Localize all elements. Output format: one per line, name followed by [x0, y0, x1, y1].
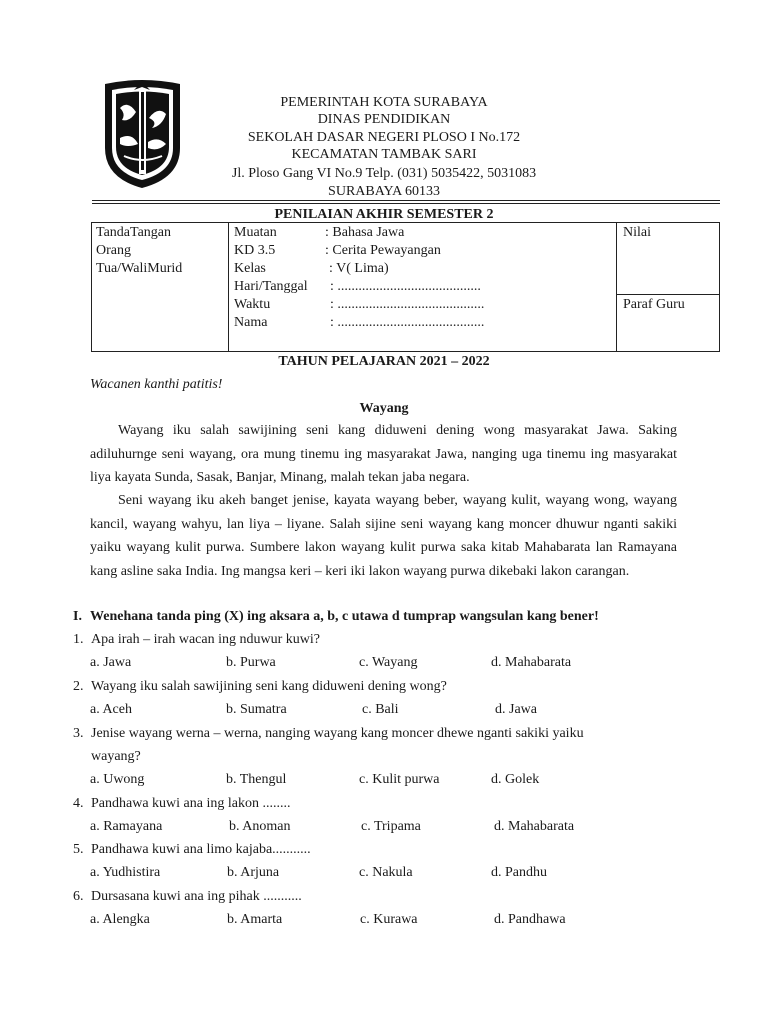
table-divider-1 [228, 223, 229, 351]
row-value-kelas: : V( Lima) [329, 261, 389, 276]
signature-label-line-1: TandaTangan [96, 225, 172, 240]
question-5-number: 5. [73, 842, 84, 857]
header-rule-top [92, 200, 720, 201]
question-2-option-d[interactable]: d. Jawa [495, 702, 537, 717]
row-label-hari-tanggal: Hari/Tanggal [234, 279, 308, 294]
header-line-4: KECAMATAN TAMBAK SARI [291, 147, 477, 162]
question-1-option-a[interactable]: a. Jawa [90, 655, 132, 670]
question-2-option-c[interactable]: c. Bali [362, 702, 399, 717]
question-5-option-c[interactable]: c. Nakula [359, 865, 413, 880]
section-number: I. [73, 609, 82, 624]
row-value-nama[interactable]: : .......................................... [330, 315, 485, 330]
question-3-number: 3. [73, 726, 84, 741]
reading-title: Wayang [359, 401, 409, 416]
section-heading: Wenehana tanda ping (X) ing aksara a, b, c utawa d tumprap wangsulan kang bener! [90, 609, 599, 624]
table-divider-nilai [616, 294, 720, 295]
header-line-2: DINAS PENDIDIKAN [317, 112, 451, 127]
question-4-option-c[interactable]: c. Tripama [361, 819, 421, 834]
question-6-option-b[interactable]: b. Amarta [227, 912, 283, 927]
row-label-waktu: Waktu [234, 297, 271, 312]
question-3-option-d[interactable]: d. Golek [491, 772, 540, 787]
table-divider-2 [616, 223, 617, 351]
question-5-text: Pandhawa kuwi ana limo kajaba........... [91, 842, 311, 857]
question-2-number: 2. [73, 679, 84, 694]
question-5-option-b[interactable]: b. Arjuna [227, 865, 280, 880]
nilai-label: Nilai [623, 225, 651, 240]
question-4-option-d[interactable]: d. Mahabarata [494, 819, 575, 834]
question-3-text-cont: wayang? [91, 749, 141, 764]
reading-paragraph-2: Seni wayang iku akeh banget jenise, kayata wayang beber, wayang kulit, wayang wong, wayang kancil, wayang wahyu, lan liya – liyane. Salah sijine seni wayang kang moncer dhuwur nganti sakiki yaiku wayang kulit purwa. Sumbere lakon wayang kulit purwa saka kitab Mahabarata lan Ramayana kang asline saka India. Ing mangsa keri – keri iki lakon wayang purwa dikebaki lakon carangan. [90, 493, 677, 579]
question-1-option-d[interactable]: d. Mahabarata [491, 655, 572, 670]
question-4-text: Pandhawa kuwi ana ing lakon ........ [91, 796, 291, 811]
question-2-text: Wayang iku salah sawijining seni kang diduweni dening wong? [91, 679, 447, 694]
row-label-muatan: Muatan [234, 225, 277, 240]
school-year: TAHUN PELAJARAN 2021 – 2022 [278, 354, 490, 369]
question-3-option-b[interactable]: b. Thengul [226, 772, 287, 787]
question-6-option-a[interactable]: a. Alengka [90, 912, 150, 927]
header-line-3: SEKOLAH DASAR NEGERI PLOSO I No.172 [247, 130, 521, 145]
question-3-option-c[interactable]: c. Kulit purwa [359, 772, 440, 787]
reading-paragraph-1: Wayang iku salah sawijining seni kang diduweni dening wong masyarakat Jawa. Saking adiluhurnge seni wayang, ora mung tinemu ing masyarakat Jawa, nanging uga tinemu ing masyarakat liya kayata Sunda, Sasak, Banjar, Minang, malah tekan jaba negara. [90, 423, 677, 485]
question-4-option-a[interactable]: a. Ramayana [90, 819, 163, 834]
header-rule-bottom [92, 203, 720, 204]
signature-label-line-3: Tua/WaliMurid [96, 261, 183, 276]
row-value-kd: : Cerita Pewayangan [325, 243, 441, 258]
question-6-text: Dursasana kuwi ana ing pihak ........... [91, 889, 302, 904]
header-line-5: Jl. Ploso Gang VI No.9 Telp. (031) 5035422, 5031083 [231, 166, 537, 181]
question-3-option-a[interactable]: a. Uwong [90, 772, 145, 787]
question-6-number: 6. [73, 889, 84, 904]
row-label-kd: KD 3.5 [234, 243, 276, 258]
reading-instruction: Wacanen kanthi patitis! [90, 377, 223, 392]
exam-title: PENILAIAN AKHIR SEMESTER 2 [274, 207, 494, 222]
row-value-hari-tanggal[interactable]: : ......................................... [330, 279, 481, 294]
question-1-number: 1. [73, 632, 84, 647]
question-1-option-c[interactable]: c. Wayang [359, 655, 418, 670]
paraf-guru-label: Paraf Guru [623, 297, 685, 312]
row-label-kelas: Kelas [234, 261, 266, 276]
header-line-6: SURABAYA 60133 [328, 184, 440, 199]
question-4-number: 4. [73, 796, 84, 811]
question-1-text: Apa irah – irah wacan ing nduwur kuwi? [91, 632, 320, 647]
signature-label-line-2: Orang [96, 243, 131, 258]
row-value-waktu[interactable]: : .......................................... [330, 297, 485, 312]
question-4-option-b[interactable]: b. Anoman [229, 819, 291, 834]
row-value-muatan: : Bahasa Jawa [325, 225, 405, 240]
question-1-option-b[interactable]: b. Purwa [226, 655, 276, 670]
question-2-option-a[interactable]: a. Aceh [90, 702, 132, 717]
row-label-nama: Nama [234, 315, 268, 330]
info-table [91, 222, 720, 352]
question-5-option-a[interactable]: a. Yudhistira [90, 865, 161, 880]
question-2-option-b[interactable]: b. Sumatra [226, 702, 287, 717]
question-5-option-d[interactable]: d. Pandhu [491, 865, 547, 880]
question-6-option-c[interactable]: c. Kurawa [360, 912, 418, 927]
header-line-1: PEMERINTAH KOTA SURABAYA [280, 95, 488, 110]
question-3-text: Jenise wayang werna – werna, nanging wayang kang moncer dhewe nganti sakiki yaiku [91, 726, 584, 741]
question-6-option-d[interactable]: d. Pandhawa [494, 912, 566, 927]
